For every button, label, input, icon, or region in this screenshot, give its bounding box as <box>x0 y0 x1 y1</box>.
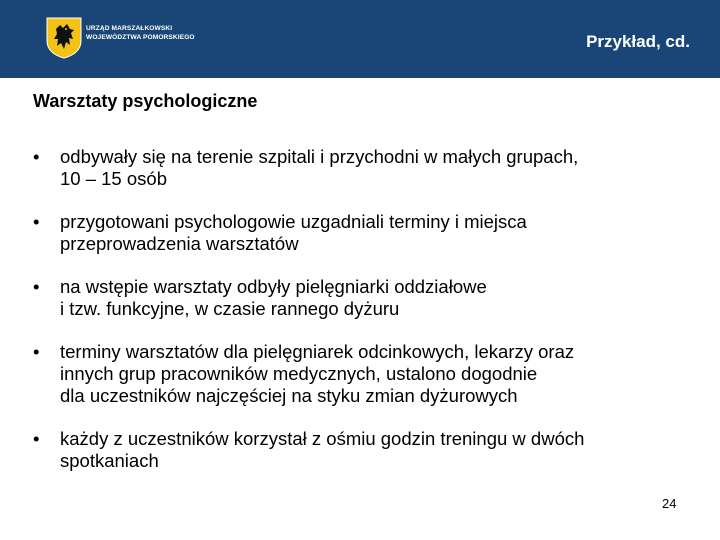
bullet-line: przeprowadzenia warsztatów <box>60 233 299 254</box>
bullet-item <box>33 146 698 190</box>
bullet-line: i tzw. funkcyjne, w czasie rannego dyżuru <box>60 298 400 319</box>
bullet-item <box>33 276 698 320</box>
bullet-line: na wstępie warsztaty odbyły pielęgniarki oddziałowe <box>60 276 487 297</box>
bullet-line: innych grup pracowników medycznych, ustalono dogodnie <box>60 363 538 384</box>
slide-title: Przykład, cd. <box>586 32 690 51</box>
bullet-line: terminy warsztatów dla pielęgniarek odcinkowych, lekarzy oraz <box>60 341 575 362</box>
bullet-line: dla uczestników najczęściej na styku zmian dyżurowych <box>60 385 518 406</box>
bullet-dot: • <box>33 276 40 297</box>
logo-line-2: WOJEWÓDZTWA POMORSKIEGO <box>86 34 195 41</box>
bullet-line: przygotowani psychologowie uzgadniali terminy i miejsca <box>60 211 527 232</box>
logo-text <box>86 24 195 42</box>
bullet-dot: • <box>33 341 40 362</box>
bullet-item <box>33 428 698 472</box>
bullet-line: spotkaniach <box>60 450 159 471</box>
bullet-line: każdy z uczestników korzystał z ośmiu godzin treningu w dwóch <box>60 428 585 449</box>
bullet-list <box>33 146 698 493</box>
bullet-dot: • <box>33 146 40 167</box>
page-number: 24 <box>662 496 677 511</box>
bullet-dot: • <box>33 211 40 232</box>
bullet-dot: • <box>33 428 40 449</box>
bullet-item <box>33 341 698 407</box>
bullet-line: odbywały się na terenie szpitali i przychodni w małych grupach, <box>60 146 579 167</box>
logo-line-1: URZĄD MARSZAŁKOWSKI <box>86 25 173 32</box>
bullet-line: 10 – 15 osób <box>60 168 167 189</box>
section-heading: Warsztaty psychologiczne <box>33 91 258 111</box>
logo <box>38 14 198 62</box>
griffin-crest-icon <box>46 17 82 59</box>
bullet-item <box>33 211 698 255</box>
slide-header <box>0 0 720 78</box>
